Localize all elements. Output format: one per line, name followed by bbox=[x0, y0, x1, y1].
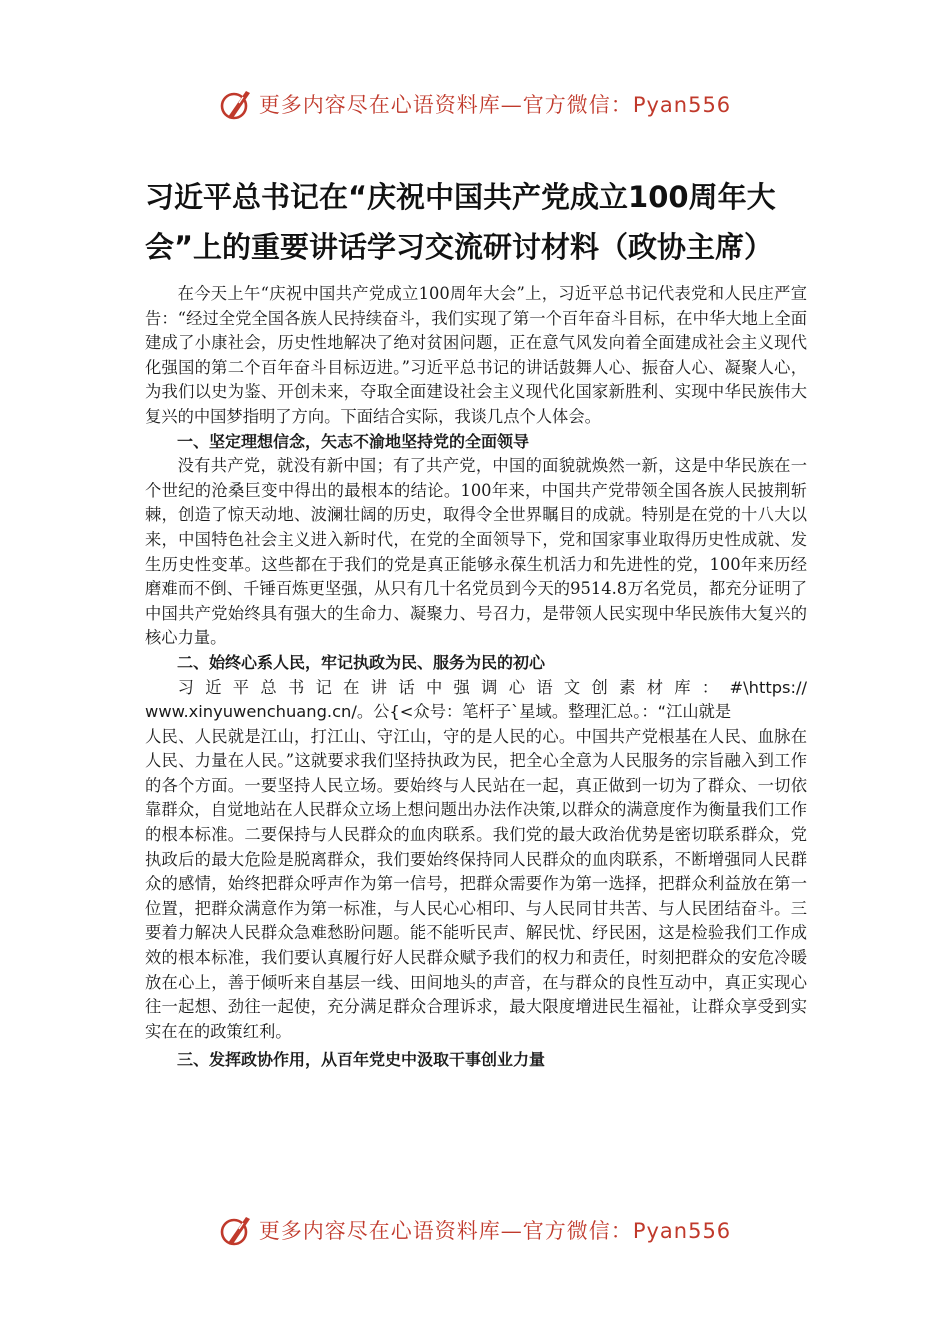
section-2-body: 人民、人民就是江山，打江山、守江山，守的是人民的心。中国共产党根基在人民、血脉在人民、力量在人民。”这就要求我们坚持执政为民，把全心全意为人民服务的宗旨融入到工作的各个方面。一要坚持人民立场。要始终与人民站在一起，真正做到一切为了群众、一切依靠群众，自觉地站在人民群众立场上想问题出办法作决策,以群众的满意度作为衡量我们工作的根本标准。二要保持与人民群众的血肉联系。我们党的最大政治优势是密切联系群众，党执政后的最大危险是脱离群众，我们要始终保持同人民群众的血肉联系，不断增强同人民群众的感情，始终把群众呼声作为第一信号，把群众需要作为第一选择，把群众利益放在第一位置，把群众满意作为第一标准，与人民心心相印、与人民同甘共苦、与人民团结奋斗。三要着力解决人民群众急难愁盼问题。能不能听民声、解民忧、纾民困，这是检验我们工作成效的根本标准，我们要认真履行好人民群众赋予我们的权力和责任，时刻把群众的安危冷暖放在心上，善于倾听来自基层一线、田间地头的声音，在与群众的良性互动中，真正实现心往一起想、劲往一起使，充分满足群众合理诉求，最大限度增进民生福祉，让群众享受到实实在在的政策红利。 bbox=[145, 726, 807, 1041]
banner-text bbox=[259, 89, 731, 119]
intro-paragraph: 在今天上午“庆祝中国共产党成立100周年大会”上，习近平总书记代表党和人民庄严宣告：“经过全党全国各族人民持续奋斗，我们实现了第一个百年奋斗目标，在中华大地上全面建成了小康社会，历史性地解决了绝对贫困问题，正在意气风发向着全面建成社会主义现代化强国的第二个百年奋斗目标迈进。”习近平总书记的讲话鼓舞人心、振奋人心、凝聚人心，为我们以史为鉴、开创未来，夺取全面建设社会主义现代化国家新胜利、实现中华民族伟大复兴的中国梦指明了方向。下面结合实际，我谈几点个人体会。 bbox=[145, 284, 807, 426]
section-2-heading: 二、始终心系人民，牢记执政为民、服务为民的初心 bbox=[177, 652, 546, 672]
footer-banner bbox=[0, 1208, 950, 1252]
banner-text bbox=[259, 1215, 731, 1245]
banner-label: 更多内容尽在心语资料库—官方微信： bbox=[258, 1219, 633, 1243]
banner-wechat-id: Pyan556 bbox=[632, 93, 732, 117]
quill-logo-icon bbox=[219, 87, 253, 121]
banner-wechat-id: Pyan556 bbox=[632, 1219, 732, 1243]
document-body bbox=[145, 172, 807, 1073]
section-3-heading: 三、发挥政协作用，从百年党史中汲取干事创业力量 bbox=[177, 1050, 546, 1070]
section-2-line-1: 习近平总书记在讲话中强调心语文创素材库：#\https:// bbox=[177, 677, 807, 697]
document-title: 习近平总书记在“庆祝中国共产党成立100周年大会”上的重要讲话学习交流研讨材料（政协主席） bbox=[145, 180, 776, 264]
section-1-body: 没有共产党，就没有新中国；有了共产党，中国的面貌就焕然一新，这是中华民族在一个世纪的沧桑巨变中得出的最根本的结论。100年来，中国共产党带领全国各族人民披荆斩棘，创造了惊天动地、波澜壮阔的历史，取得令全世界瞩目的成就。特别是在党的十八大以来，中国特色社会主义进入新时代，在党的全面领导下，党和国家事业取得历史性成就、发生历史性变革。这些都在于我们的党是真正能够永葆生机活力和先进性的党，100年来历经磨难而不倒、千锤百炼更坚强，从只有几十名党员到今天的9514.8万名党员，都充分证明了中国共产党始终具有强大的生命力、凝聚力、号召力，是带领人民实现中华民族伟大复兴的核心力量。 bbox=[145, 456, 807, 648]
quill-logo-icon bbox=[219, 1213, 253, 1247]
section-1-heading: 一、坚定理想信念，矢志不渝地坚持党的全面领导 bbox=[177, 431, 530, 451]
banner-label: 更多内容尽在心语资料库—官方微信： bbox=[258, 93, 633, 117]
section-2-line-2: www.xinyuwenchuang.cn/。公{<众号：笔杆子`星域。整理汇总。：“江山就是 bbox=[145, 702, 732, 722]
header-banner bbox=[0, 82, 950, 126]
